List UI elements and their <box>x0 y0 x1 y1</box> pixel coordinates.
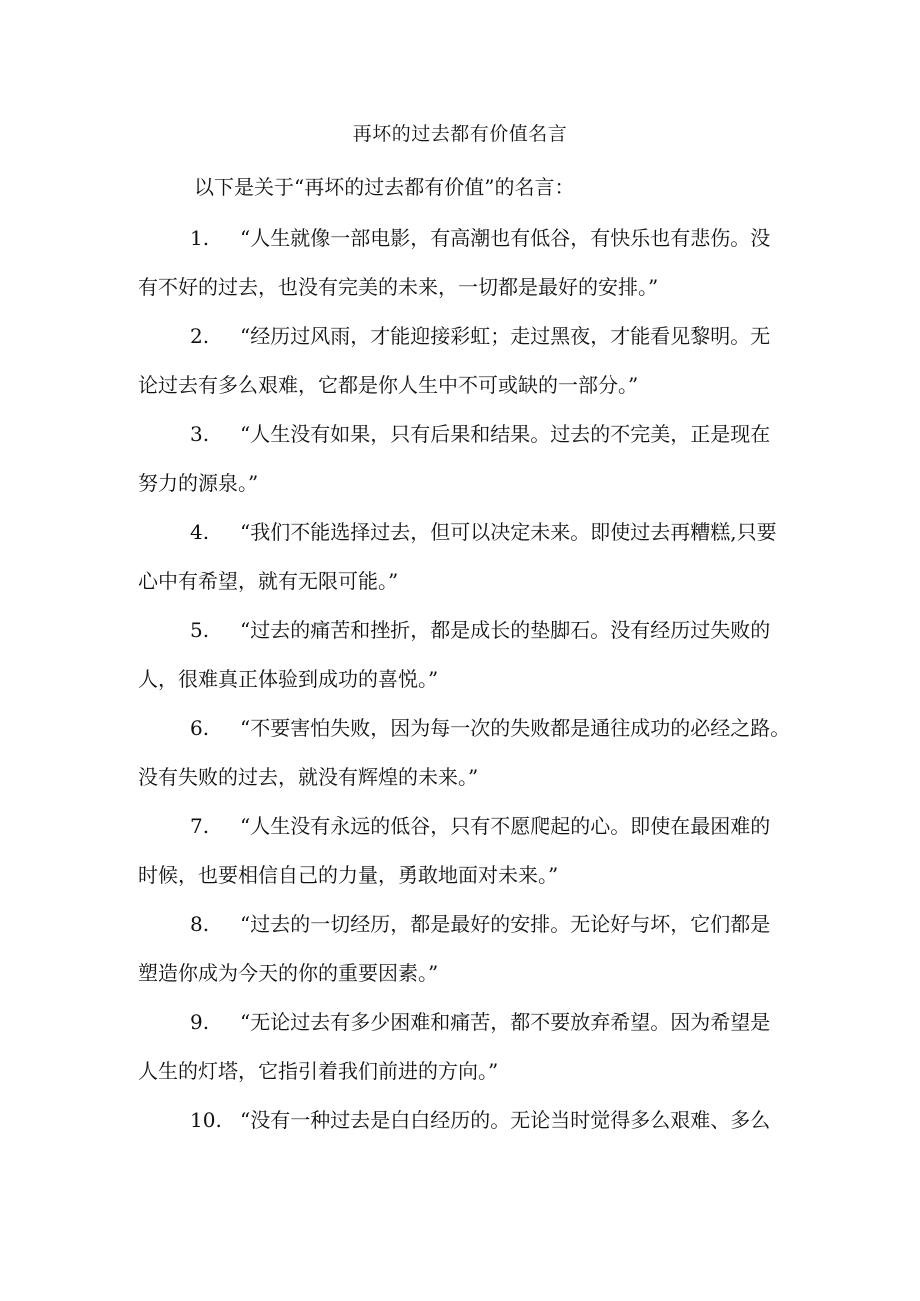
quote-text-continued: 人生的灯塔，它指引着我们前进的方向。” <box>138 1059 499 1083</box>
quote-item-5 <box>138 606 798 704</box>
quote-line-1 <box>138 606 798 655</box>
quote-item-9 <box>138 998 798 1096</box>
quote-line-1 <box>138 1096 798 1145</box>
quote-item-6 <box>138 704 798 802</box>
intro-paragraph: 以下是关于“再坏的过去都有价值”的名言： <box>194 175 575 199</box>
quote-item-1 <box>138 214 798 312</box>
quote-item-4 <box>138 508 798 606</box>
quote-number: 6. <box>190 716 210 740</box>
quote-number: 5. <box>190 618 210 642</box>
quote-number: 2. <box>190 324 210 348</box>
quote-text: “人生没有永远的低谷，只有不愿爬起的心。即使在最困难的 <box>240 814 771 838</box>
document-title: 再坏的过去都有价值名言 <box>352 123 568 145</box>
quote-text-continued: 努力的源泉。” <box>138 471 259 495</box>
quote-item-3 <box>138 410 798 508</box>
quote-item-8 <box>138 900 798 998</box>
quote-line-1 <box>138 508 798 557</box>
quote-text: “经历过风雨，才能迎接彩虹；走过黑夜，才能看见黎明。无 <box>240 324 771 348</box>
quote-number: 9. <box>190 1010 210 1034</box>
quote-text-continued: 有不好的过去，也没有完美的未来，一切都是最好的安排。” <box>138 275 659 299</box>
quote-text-continued: 心中有希望，就有无限可能。” <box>138 569 399 593</box>
quote-line-1 <box>138 998 798 1047</box>
quote-line-1 <box>138 410 798 459</box>
quote-text-continued: 时候，也要相信自己的力量，勇敢地面对未来。” <box>138 863 559 887</box>
quote-number: 4. <box>190 520 210 544</box>
quote-text: “过去的一切经历，都是最好的安排。无论好与坏，它们都是 <box>240 912 771 936</box>
quote-item-7 <box>138 802 798 900</box>
quote-number: 3. <box>190 422 210 446</box>
quote-item-10 <box>138 1096 798 1145</box>
quote-text: “不要害怕失败，因为每一次的失败都是通往成功的必经之路。 <box>240 716 791 740</box>
quote-text-continued: 塑造你成为今天的你的重要因素。” <box>138 961 439 985</box>
quote-text: “人生就像一部电影，有高潮也有低谷，有快乐也有悲伤。没 <box>240 226 771 250</box>
quote-line-1 <box>138 214 798 263</box>
quote-text: “人生没有如果，只有后果和结果。过去的不完美，正是现在 <box>240 422 771 446</box>
quote-number: 1. <box>190 226 210 250</box>
quote-text-continued: 论过去有多么艰难，它都是你人生中不可或缺的一部分。” <box>138 373 639 397</box>
quote-item-2 <box>138 312 798 410</box>
quote-text: “我们不能选择过去，但可以决定未来。即使过去再糟糕,只要 <box>240 520 777 544</box>
quote-line-1 <box>138 802 798 851</box>
quote-line-1 <box>138 900 798 949</box>
quote-text-continued: 没有失败的过去，就没有辉煌的未来。” <box>138 765 479 789</box>
quote-text: “无论过去有多少困难和痛苦，都不要放弃希望。因为希望是 <box>240 1010 771 1034</box>
quote-text: “过去的痛苦和挫折，都是成长的垫脚石。没有经历过失败的 <box>240 618 771 642</box>
quote-text-continued: 人，很难真正体验到成功的喜悦。” <box>138 667 439 691</box>
quote-number: 8. <box>190 912 210 936</box>
quote-line-1 <box>138 312 798 361</box>
quote-line-1 <box>138 704 798 753</box>
quote-number: 10. <box>190 1108 222 1132</box>
quote-text: “没有一种过去是白白经历的。无论当时觉得多么艰难、多么 <box>240 1108 771 1132</box>
quote-number: 7. <box>190 814 210 838</box>
